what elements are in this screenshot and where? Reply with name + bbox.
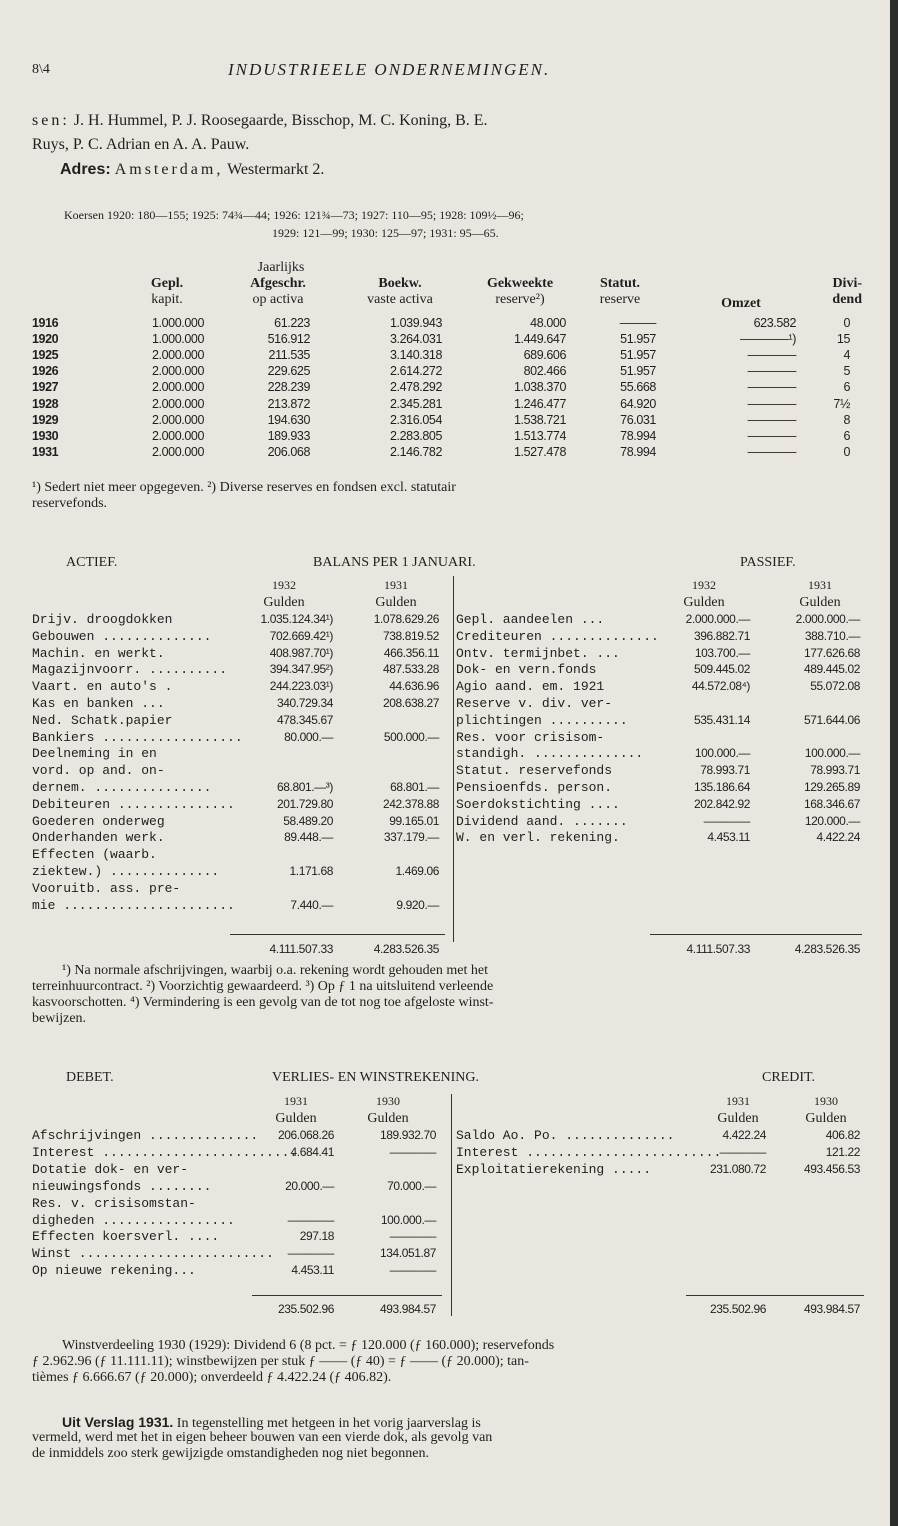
stats-cell-gekw: 1.038.370: [513, 380, 566, 395]
balans-right-unit-b: Gulden: [799, 595, 841, 610]
verlies-divider: [451, 1094, 452, 1316]
ledger-value-b: 168.346.67: [803, 796, 860, 811]
stats-header-op-activa: op activa: [252, 292, 304, 307]
stats-header-statut-reserve: reserve: [599, 292, 641, 307]
running-title: INDUSTRIEELE ONDERNEMINGEN.: [228, 60, 551, 79]
verlies-right-year-a: 1931: [726, 1094, 750, 1108]
stats-cell-div: 6: [843, 428, 850, 443]
verlies-credit-title: CREDIT.: [762, 1070, 816, 1085]
stats-cell-gekw: 48.000: [530, 316, 566, 330]
ledger-value-a: 7.440.—: [290, 897, 333, 912]
ledger-value-b: 493.456.53: [803, 1161, 860, 1176]
balans-title: BALANS PER 1 JANUARI.: [313, 555, 476, 570]
stats-cell-omzet: ————¹): [740, 332, 796, 347]
stats-cell-afg: 194.630: [267, 412, 310, 427]
verlies-right-unit-b: Gulden: [805, 1111, 847, 1126]
ledger-label: Soerdokstichting ....: [456, 796, 620, 812]
stats-header-kapit: kapit.: [151, 292, 183, 307]
ledger-value-b: 388.710.—: [804, 628, 860, 643]
verslag-line1: In tegenstelling met hetgeen in het vorig jaarverslag is: [176, 1416, 481, 1431]
ledger-value-b: 571.644.06: [803, 712, 860, 727]
stats-cell-statut: 51.957: [620, 348, 656, 363]
stats-cell-gekw: 1.527.478: [513, 444, 566, 459]
ledger-label: Deelneming in en: [32, 746, 157, 762]
stats-footnote-line2: reservefonds.: [32, 496, 108, 511]
stats-cell-div: 7½: [833, 396, 850, 411]
stats-footnote-line1: ¹) Sedert niet meer opgegeven. ²) Diverse reserves en fondsen excl. statutair: [32, 480, 456, 495]
balans-left-year-a: 1932: [272, 578, 296, 592]
ledger-value-a: 206.068.26: [277, 1128, 334, 1142]
verlies-title: VERLIES- EN WINSTREKENING.: [272, 1070, 479, 1085]
stats-cell-div: 15: [836, 332, 850, 347]
ledger-label: Gepl. aandeelen ...: [456, 612, 605, 627]
stats-cell-gepl: 2.000.000: [151, 396, 204, 411]
ledger-value-b: 4.422.24: [816, 830, 860, 845]
ledger-value-b: 134.051.87: [379, 1246, 436, 1261]
balans-right-unit-a: Gulden: [683, 595, 725, 610]
ledger-value-a: 135.186.64: [693, 780, 750, 794]
verlies-left-unit-a: Gulden: [275, 1111, 317, 1126]
ledger-label: Statut. reservefonds: [456, 763, 613, 779]
stats-cell-div: 5: [843, 364, 850, 379]
stats-cell-year: 1930: [32, 428, 59, 443]
stats-cell-gekw: 689.606: [523, 348, 566, 363]
ledger-value-a: 478.345.67: [276, 712, 333, 727]
ledger-value-a: 297.18: [299, 1229, 334, 1244]
ledger-label: Ontv. termijnbet. ...: [456, 645, 620, 661]
ledger-value-a: ————: [287, 1246, 334, 1261]
winstverdeeling-line2: ƒ 2.962.96 (ƒ 11.111.11); winstbewijzen per stuk ƒ —— (ƒ 40) = ƒ —— (ƒ 20.000); tan-: [32, 1354, 529, 1369]
ledger-label: Goederen onderweg: [32, 813, 165, 829]
ledger-value-b: 208.638.27: [382, 696, 439, 710]
verslag-line3: de inmiddels zoo sterk gewijzigde omstandigheden nog niet begonnen.: [32, 1446, 429, 1461]
stats-cell-omzet: ————: [747, 428, 796, 443]
stats-cell-gepl: 2.000.000: [151, 348, 204, 363]
balans-right-total-b: 4.283.526.35: [794, 942, 860, 956]
stats-cell-boekw: 3.264.031: [389, 332, 442, 347]
intro-label: sen:: [32, 112, 70, 129]
ledger-value-a: 4.422.24: [722, 1128, 766, 1142]
ledger-label: Vooruitb. ass. pre-: [32, 880, 181, 896]
ledger-value-a: 44.572.08⁴): [691, 679, 750, 694]
stats-cell-year: 1920: [32, 332, 59, 347]
ledger-value-a: 244.223.03¹): [269, 679, 333, 694]
balans-note-line3: kasvoorschotten. ⁴) Vermindering is een gevolg van de tot nog toe afgeloste winst-: [32, 995, 494, 1010]
stats-cell-afg: 516.912: [267, 332, 310, 347]
stats-cell-boekw: 2.478.292: [389, 380, 442, 395]
stats-cell-year: 1926: [32, 364, 59, 379]
stats-header-vaste-activa: vaste activa: [367, 292, 433, 307]
stats-header-dividend: Divi-: [832, 276, 862, 291]
ledger-label: Drijv. droogdokken: [32, 612, 173, 627]
stats-cell-gepl: 2.000.000: [151, 380, 204, 395]
page-binding-edge: [890, 0, 898, 1526]
ledger-value-b: ————: [389, 1144, 436, 1159]
stats-cell-afg: 211.535: [268, 348, 310, 363]
stats-cell-gekw: 1.513.774: [513, 428, 566, 443]
balans-note-line4: bewijzen.: [32, 1011, 87, 1026]
verlies-left-total-a: 235.502.96: [277, 1302, 334, 1316]
verlies-right-year-b: 1930: [814, 1094, 838, 1108]
stats-cell-div: 4: [843, 348, 850, 363]
balans-left-total-rule: [230, 934, 445, 935]
stats-cell-omzet: ————: [747, 444, 796, 459]
ledger-value-b: 100.000.—: [380, 1212, 436, 1227]
verlies-right-total-b: 493.984.57: [803, 1302, 860, 1316]
balans-right-total-rule: [650, 934, 862, 935]
balans-right-year-b: 1931: [808, 578, 832, 592]
ledger-label: vord. op and. on-: [32, 763, 165, 779]
stats-cell-omzet: ————: [747, 364, 796, 379]
ledger-value-a: ————: [703, 813, 750, 828]
ledger-label: Effecten koersverl. ....: [32, 1229, 220, 1245]
stats-cell-year: 1929: [32, 412, 59, 427]
address-street: Westermarkt 2.: [227, 161, 325, 178]
ledger-value-b: 738.819.52: [382, 628, 439, 643]
stats-cell-gekw: 1.449.647: [513, 332, 566, 347]
ledger-value-a: 2.000.000.—: [685, 612, 750, 626]
ledger-label: Crediteuren ..............: [456, 628, 659, 644]
stats-cell-gepl: 2.000.000: [151, 364, 204, 379]
stats-cell-gekw: 802.466: [523, 364, 566, 379]
balans-left-total-a: 4.111.507.33: [269, 942, 333, 956]
ledger-value-b: 1.078.629.26: [373, 612, 439, 626]
ledger-label: Dividend aand. .......: [456, 813, 628, 829]
address-label: Adres:: [60, 161, 111, 178]
stats-cell-omzet: ————: [747, 348, 796, 363]
stats-cell-boekw: 2.614.272: [389, 364, 442, 379]
ledger-value-a: 201.729.80: [276, 796, 333, 811]
ledger-value-a: ————: [287, 1212, 334, 1227]
stats-cell-afg: 189.933: [267, 428, 310, 443]
ledger-label: Magazijnvoorr. ..........: [32, 662, 228, 678]
verlies-debet-title: DEBET.: [66, 1070, 114, 1085]
ledger-value-a: 4.453.11: [707, 830, 750, 845]
stats-header-afgeschr: Afgeschr.: [250, 276, 306, 291]
ledger-value-a: 68.801.—³): [276, 780, 333, 794]
ledger-value-a: 20.000.—: [285, 1178, 334, 1193]
stats-header-reserve: reserve²): [495, 292, 545, 307]
stats-cell-boekw: 1.039.943: [389, 316, 442, 330]
stats-cell-div: 0: [843, 444, 850, 459]
ledger-label: standigh. ..............: [456, 746, 644, 762]
balans-right-year-a: 1932: [692, 578, 716, 592]
stats-cell-year: 1931: [32, 444, 59, 459]
ledger-value-b: 466.356.11: [383, 645, 439, 660]
ledger-label: digheden .................: [32, 1212, 235, 1228]
ledger-label: Gebouwen ..............: [32, 628, 212, 644]
ledger-label: Effecten (waarb.: [32, 847, 157, 863]
ledger-value-a: 4.684.41: [290, 1144, 334, 1159]
ledger-value-a: 408.987.70¹): [269, 645, 333, 660]
ledger-value-a: 4.453.11: [291, 1263, 334, 1278]
stats-cell-statut: 51.957: [620, 332, 656, 347]
stats-cell-gepl: 1.000.000: [151, 316, 204, 330]
ledger-label: W. en verl. rekening.: [456, 830, 620, 846]
ledger-value-a: 78.993.71: [700, 763, 750, 778]
ledger-value-b: ————: [389, 1229, 436, 1244]
stats-cell-statut: 51.957: [620, 364, 656, 379]
ledger-value-a: 1.035.124.34¹): [260, 612, 333, 626]
ledger-label: Res. v. crisisomstan-: [32, 1195, 196, 1211]
ledger-value-b: ————: [389, 1263, 436, 1278]
ledger-value-a: 340.729.34: [276, 696, 333, 710]
ledger-label: Op nieuwe rekening...: [32, 1263, 196, 1279]
ledger-value-b: 129.265.89: [803, 780, 860, 794]
ledger-value-b: 242.378.88: [382, 796, 439, 811]
ledger-value-b: 2.000.000.—: [795, 612, 860, 626]
ledger-label: Dok- en vern.fonds: [456, 662, 597, 678]
balans-right-total-a: 4.111.507.33: [686, 942, 750, 956]
ledger-label: nieuwingsfonds ........: [32, 1178, 212, 1194]
stats-cell-afg: 229.625: [267, 364, 310, 379]
balans-left-year-b: 1931: [384, 578, 408, 592]
ledger-label: Exploitatierekening .....: [456, 1161, 652, 1177]
ledger-value-a: 702.669.42¹): [269, 628, 333, 643]
verlies-left-total-b: 493.984.57: [379, 1302, 436, 1316]
koersen-line1: Koersen 1920: 180—155; 1925: 74¾—44; 1926: 121¾—73; 1927: 110—95; 1928: 109½—96;: [64, 208, 524, 222]
stats-cell-boekw: 2.146.782: [389, 444, 442, 459]
verlies-right-total-a: 235.502.96: [709, 1302, 766, 1316]
ledger-value-a: 103.700.—: [694, 645, 750, 660]
intro-names-line1: J. H. Hummel, P. J. Roosegaarde, Bisschop, M. C. Koning, B. E.: [73, 112, 488, 129]
stats-cell-year: 1925: [32, 348, 59, 363]
ledger-label: ziektew.) ..............: [32, 864, 220, 879]
stats-header-gekweekte: Gekweekte: [486, 276, 554, 291]
stats-header-omzet: Omzet: [721, 296, 761, 311]
stats-header-statut: Statut.: [599, 276, 641, 291]
ledger-value-b: 120.000.—: [804, 813, 860, 828]
stats-cell-afg: 61.223: [274, 316, 310, 330]
verlies-left-year-a: 1931: [284, 1094, 308, 1108]
stats-cell-gepl: 2.000.000: [151, 428, 204, 443]
balans-left-unit-b: Gulden: [375, 595, 417, 610]
verlies-right-total-rule: [686, 1295, 864, 1296]
ledger-value-a: 89.448.—: [284, 830, 333, 845]
stats-cell-gepl: 2.000.000: [151, 444, 204, 459]
stats-header-jaarlijks: Jaarlijks: [257, 260, 305, 275]
ledger-value-a: ————: [719, 1144, 766, 1159]
ledger-label: Saldo Ao. Po. ..............: [456, 1128, 675, 1143]
stats-cell-omzet: ————: [747, 396, 796, 411]
ledger-value-b: 9.920.—: [396, 897, 439, 912]
verlies-left-unit-b: Gulden: [367, 1111, 409, 1126]
stats-cell-div: 0: [843, 316, 850, 330]
ledger-label: Winst .........................: [32, 1246, 274, 1262]
ledger-value-b: 487.533.28: [382, 662, 439, 677]
ledger-label: Kas en banken ...: [32, 696, 165, 711]
stats-cell-gekw: 1.246.477: [513, 396, 566, 411]
stats-cell-year: 1927: [32, 380, 59, 395]
ledger-value-a: 202.842.92: [693, 796, 750, 811]
stats-cell-omzet: 623.582: [753, 316, 796, 330]
ledger-label: Onderhanden werk.: [32, 830, 165, 846]
ledger-value-b: 78.993.71: [810, 763, 860, 778]
verslag-line2: vermeld, werd met het in eigen beheer bouwen van een vierde dok, als gevolg van: [32, 1430, 493, 1445]
ledger-label: Afschrijvingen ..............: [32, 1128, 259, 1143]
stats-cell-statut: 64.920: [620, 396, 656, 411]
stats-cell-boekw: 2.316.054: [389, 412, 442, 427]
ledger-label: plichtingen ..........: [456, 712, 628, 728]
ledger-label: Agio aand. em. 1921: [456, 679, 605, 695]
winstverdeeling-line1: Winstverdeeling 1930 (1929): Dividend 6 (8 pct. = ƒ 120.000 (ƒ 160.000); reservefonds: [62, 1338, 555, 1353]
ledger-value-b: 337.179.—: [383, 830, 439, 845]
ledger-label: mie ......................: [32, 897, 235, 913]
koersen-line2: 1929: 121—99; 1930: 125—97; 1931: 95—65.: [272, 226, 499, 240]
stats-cell-boekw: 2.345.281: [389, 396, 442, 411]
stats-header-dend: dend: [832, 292, 862, 307]
ledger-value-a: 100.000.—: [694, 746, 750, 761]
stats-cell-gepl: 2.000.000: [151, 412, 204, 427]
ledger-value-b: 55.072.08: [810, 679, 860, 694]
balans-passief-title: PASSIEF.: [740, 555, 796, 570]
balans-divider: [453, 576, 454, 942]
stats-cell-statut: 78.994: [620, 428, 656, 443]
ledger-value-a: 231.080.72: [709, 1161, 766, 1176]
stats-header-gepl: Gepl.: [150, 276, 184, 291]
ledger-label: Dotatie dok- en ver-: [32, 1161, 189, 1177]
stats-cell-statut: 55.668: [620, 380, 656, 395]
stats-cell-boekw: 2.283.805: [389, 428, 442, 443]
ledger-value-a: 535.431.14: [693, 712, 750, 727]
balans-note-line2: terreinhuurcontract. ²) Voorzichtig gewaardeerd. ³) Op ƒ 1 na uitsluitend verleende: [32, 979, 494, 994]
ledger-value-a: 396.882.71: [693, 628, 750, 643]
winstverdeeling-line3: tièmes ƒ 6.666.67 (ƒ 20.000); onverdeeld ƒ 4.422.24 (ƒ 406.82).: [32, 1370, 392, 1385]
intro-names-line2: Ruys, P. C. Adrian en A. A. Pauw.: [32, 136, 250, 153]
balans-actief-title: ACTIEF.: [66, 555, 118, 570]
verslag-label: Uit Verslag 1931.: [62, 1414, 174, 1430]
stats-cell-boekw: 3.140.318: [389, 348, 442, 363]
ledger-value-b: 489.445.02: [803, 662, 860, 677]
ledger-label: Pensioenfds. person.: [456, 780, 613, 795]
verlies-left-year-b: 1930: [376, 1094, 400, 1108]
ledger-value-b: 70.000.—: [387, 1178, 436, 1193]
ledger-value-b: 406.82: [825, 1128, 860, 1142]
ledger-label: Vaart. en auto's .: [32, 679, 173, 695]
ledger-label: Interest .........................: [456, 1144, 722, 1160]
ledger-label: Interest .........................: [32, 1144, 298, 1160]
ledger-value-b: 177.626.68: [803, 645, 860, 660]
verlies-right-unit-a: Gulden: [717, 1111, 759, 1126]
balans-left-unit-a: Gulden: [263, 595, 305, 610]
stats-cell-year: 1928: [32, 396, 59, 411]
stats-cell-statut: 78.994: [620, 444, 656, 459]
ledger-value-b: 500.000.—: [383, 729, 439, 744]
ledger-label: Machin. en werkt.: [32, 645, 165, 661]
page-number: 8\4: [32, 62, 50, 77]
ledger-label: Debiteuren ...............: [32, 796, 235, 812]
ledger-value-b: 189.932.70: [379, 1128, 436, 1142]
stats-cell-statut: ———: [619, 316, 656, 330]
stats-cell-gekw: 1.538.721: [513, 412, 566, 427]
stats-cell-year: 1916: [32, 316, 59, 330]
stats-cell-omzet: ————: [747, 412, 796, 427]
ledger-label: Ned. Schatk.papier: [32, 712, 173, 728]
ledger-value-b: 99.165.01: [389, 813, 439, 828]
balans-left-total-b: 4.283.526.35: [373, 942, 439, 956]
ledger-value-b: 100.000.—: [804, 746, 860, 761]
ledger-value-a: 1.171.68: [289, 864, 333, 878]
address-city: Amsterdam,: [114, 161, 224, 178]
ledger-value-a: 509.445.02: [693, 662, 750, 677]
ledger-value-b: 1.469.06: [395, 864, 439, 878]
stats-cell-afg: 206.068: [267, 444, 310, 459]
verlies-left-total-rule: [252, 1295, 442, 1296]
ledger-label: Res. voor crisisom-: [456, 729, 605, 745]
ledger-value-a: 58.489.20: [283, 813, 333, 828]
stats-cell-div: 6: [843, 380, 850, 395]
ledger-label: dernem. ...............: [32, 780, 212, 795]
ledger-label: Reserve v. div. ver-: [456, 696, 613, 711]
ledger-value-a: 80.000.—: [284, 729, 333, 744]
stats-header-boekw: Boekw.: [378, 276, 422, 291]
ledger-label: Bankiers ..................: [32, 729, 243, 745]
ledger-value-a: 394.347.95²): [269, 662, 333, 677]
stats-cell-omzet: ————: [747, 380, 796, 395]
stats-cell-afg: 228.239: [267, 380, 310, 395]
stats-cell-gepl: 1.000.000: [151, 332, 204, 347]
ledger-value-b: 121.22: [825, 1144, 860, 1159]
balans-note-line1: ¹) Na normale afschrijvingen, waarbij o.a. rekening wordt gehouden met het: [62, 963, 488, 978]
stats-cell-afg: 213.872: [267, 396, 310, 411]
ledger-value-b: 68.801.—: [390, 780, 439, 794]
stats-cell-div: 8: [843, 412, 850, 427]
stats-cell-statut: 76.031: [620, 412, 656, 427]
ledger-value-b: 44.636.96: [389, 679, 439, 694]
